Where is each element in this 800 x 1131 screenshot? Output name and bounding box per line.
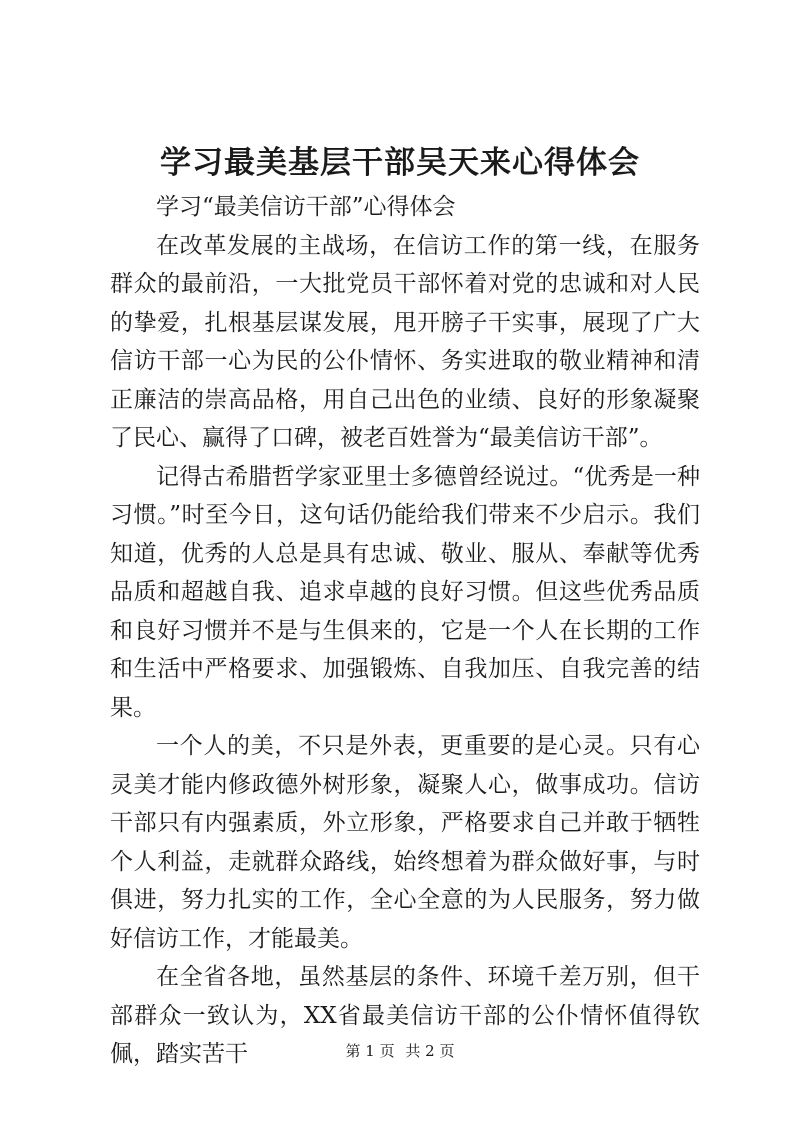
body-paragraph: 在改革发展的主战场，在信访工作的第一线，在服务群众的最前沿，一大批党员干部怀着对党的忠诚和对人民的挚爱，扎根基层谋发展，甩开膀子干实事，展现了广大信访干部一心为民的公仆情怀、务实进取的敬业精神和清正廉洁的崇高品格，用自己出色的业绩、良好的形象凝聚了民心、赢得了口碑，被老百姓誉为“最美信访干部”。 xyxy=(110,232,700,451)
page-footer xyxy=(0,1040,800,1062)
document-body xyxy=(110,188,700,1074)
body-paragraph: 在全省各地，虽然基层的条件、环境千差万别，但干部群众一致认为，XX省最美信访干部的公仆情怀值得钦佩，踏实苦干 xyxy=(110,964,700,1067)
document-title: 学习最美基层干部吴天来心得体会 xyxy=(160,145,640,181)
page-number: 第 1 页 xyxy=(345,1042,395,1060)
body-paragraph: 一个人的美，不只是外表，更重要的是心灵。只有心灵美才能内修政德外树形象，凝聚人心，做事成功。信访干部只有内强素质，外立形象，严格要求自己并敢于牺牲个人利益，走就群众路线，始终想着为群众做好事，与时俱进，努力扎实的工作，全心全意的为人民服务，努力做好信访工作，才能最美。 xyxy=(110,733,700,952)
page-total: 共 2 页 xyxy=(405,1042,455,1060)
body-paragraph: 记得古希腊哲学家亚里士多德曾经说过。“优秀是一种习惯。”时至今日，这句话仍能给我们带来不少启示。我们知道，优秀的人总是具有忠诚、敬业、服从、奉献等优秀品质和超越自我、追求卓越的良好习惯。但这些优秀品质和良好习惯并不是与生俱来的，它是一个人在长期的工作和生活中严格要求、加强锻炼、自我加压、自我完善的结果。 xyxy=(110,463,700,721)
subtitle-paragraph: 学习“最美信访干部”心得体会 xyxy=(156,194,456,220)
